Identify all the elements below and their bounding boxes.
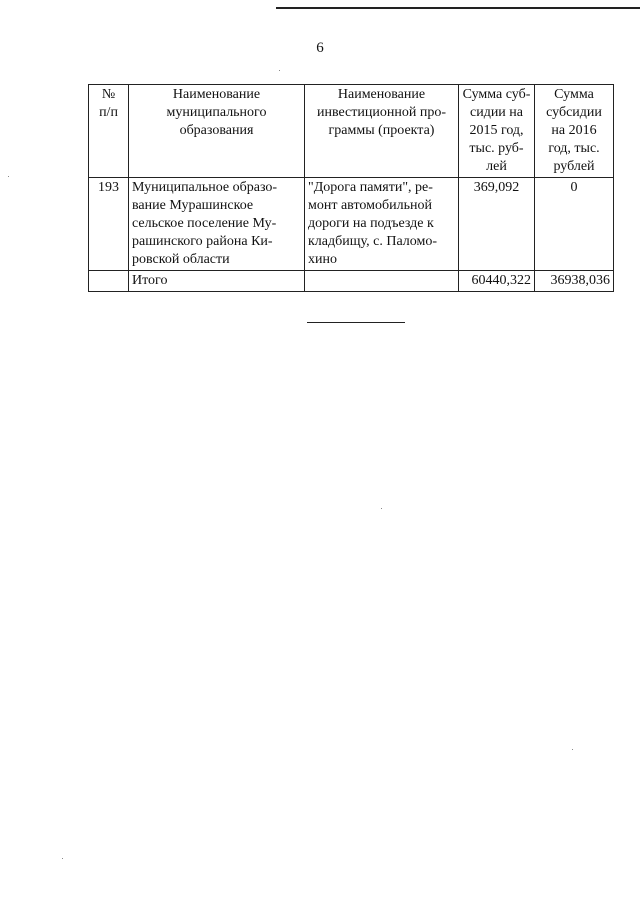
- row-number-text: 193: [98, 180, 119, 195]
- row-program-text: "Дорога памяти", ре- монт автомобильной дороги на подъезде к кладбищу, с. Паломо- хино: [308, 180, 438, 267]
- row-sum-2016: [535, 178, 614, 271]
- row-sum-2015-text: 369,092: [473, 180, 520, 195]
- total-label: [129, 271, 305, 292]
- top-rule: [276, 7, 640, 9]
- table-header-row: [89, 85, 614, 178]
- total-number-cell: [89, 271, 129, 292]
- total-sum-2016-text: 36938,036: [550, 273, 610, 288]
- header-sum-2016-text: Сумма субсидии на 2016 год, тыс. рублей: [546, 87, 602, 174]
- bottom-rule: [307, 322, 405, 323]
- scan-speck: [62, 858, 63, 859]
- header-sum-2015: [459, 85, 535, 178]
- row-municipality: [129, 178, 305, 271]
- scan-speck: [572, 749, 573, 750]
- total-sum-2015: [459, 271, 535, 292]
- row-number: [89, 178, 129, 271]
- header-sum-2016: [535, 85, 614, 178]
- page-number: 6: [316, 40, 324, 56]
- subsidy-table: [88, 84, 614, 292]
- scan-speck: [8, 176, 9, 177]
- header-number-text: № п/п: [99, 87, 118, 120]
- header-municipality: [129, 85, 305, 178]
- table-row: [89, 178, 614, 271]
- total-sum-2016: [535, 271, 614, 292]
- header-program-text: Наименование инвестиционной про- граммы (проекта): [316, 87, 446, 138]
- total-label-text: Итого: [132, 273, 168, 288]
- header-sum-2015-text: Сумма суб- сидии на 2015 год, тыс. руб- лей: [462, 87, 531, 174]
- header-program: [305, 85, 459, 178]
- row-municipality-text: Муниципальное образо- вание Мурашинское сельское поселение Му- рашинского района Ки- ровской области: [132, 180, 278, 267]
- total-sum-2015-text: 60440,322: [471, 273, 531, 288]
- header-number: [89, 85, 129, 178]
- header-municipality-text: Наименование муниципального образования: [166, 87, 267, 138]
- scan-speck: [279, 70, 280, 71]
- row-sum-2016-text: 0: [570, 180, 578, 195]
- total-row: [89, 271, 614, 292]
- total-program-cell: [305, 271, 459, 292]
- row-program: [305, 178, 459, 271]
- scan-speck: [381, 508, 382, 509]
- row-sum-2015: [459, 178, 535, 271]
